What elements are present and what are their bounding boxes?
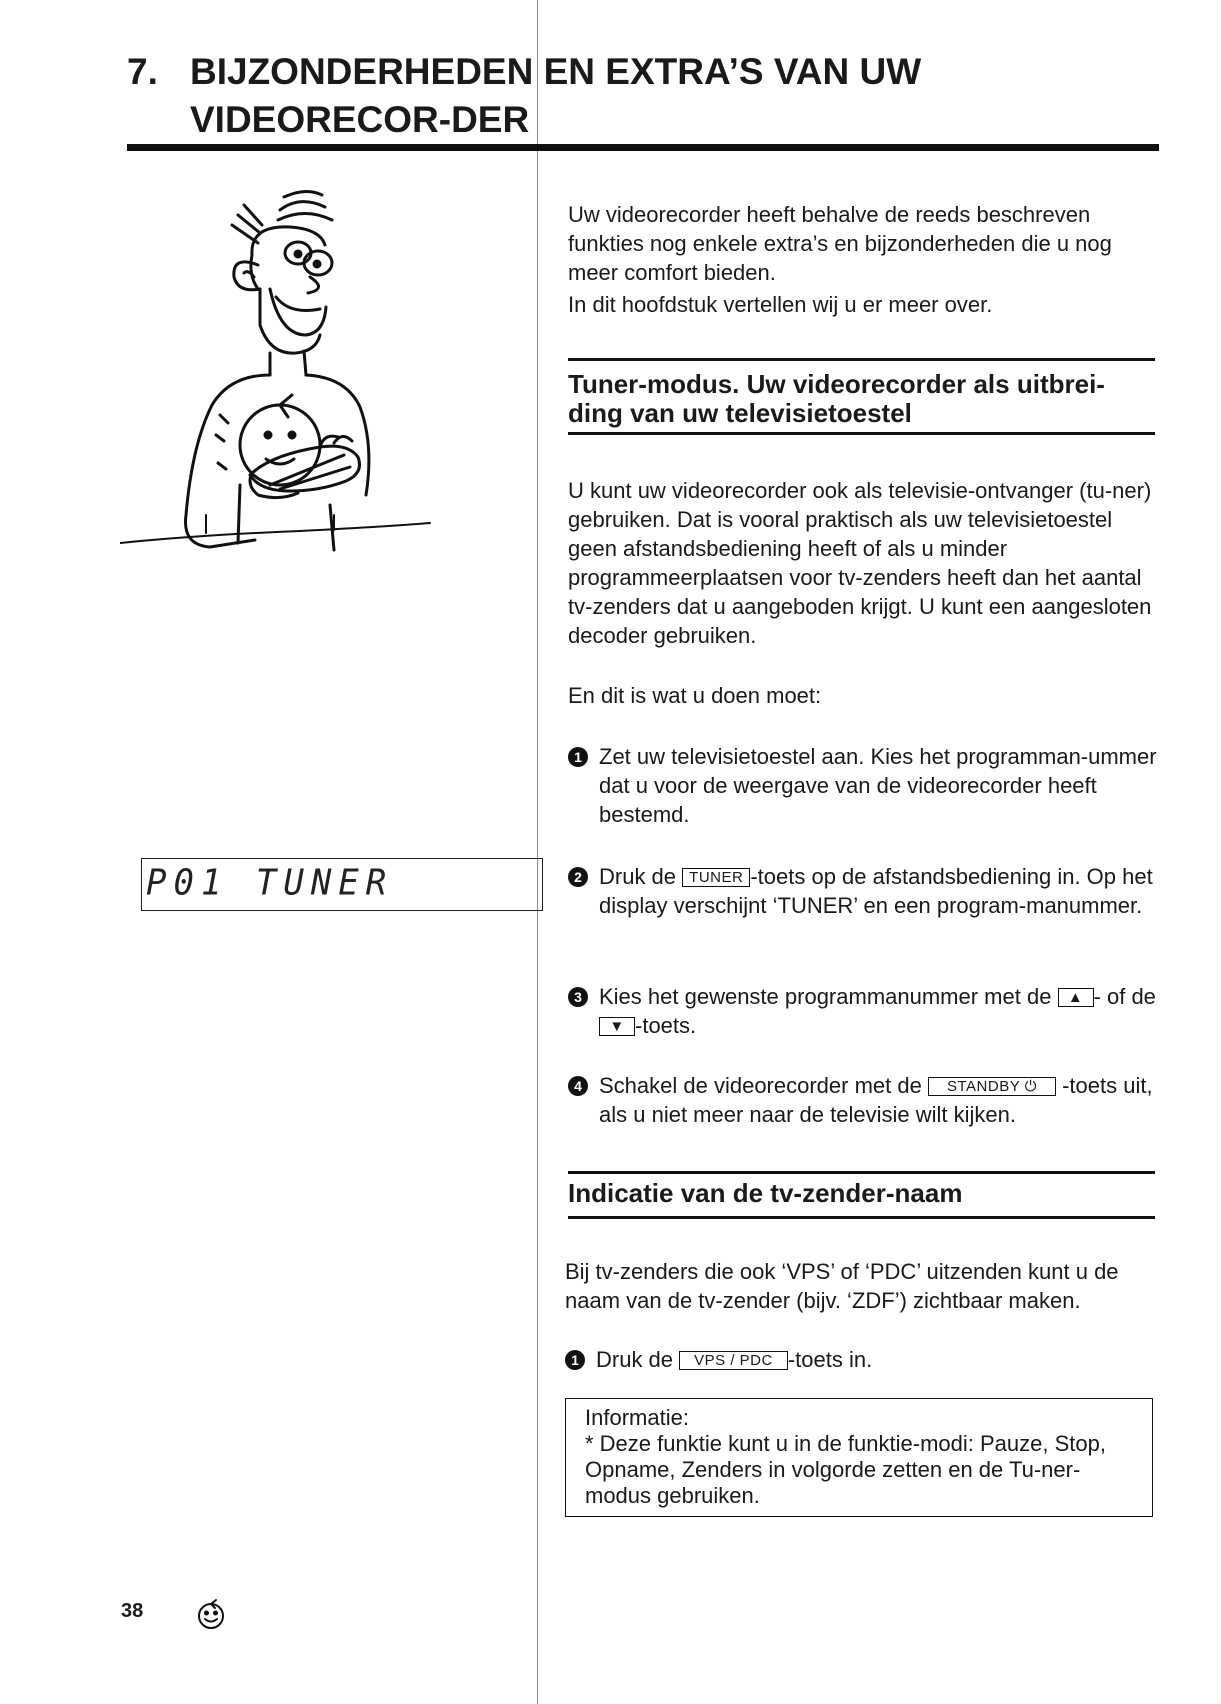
step-text-pre: Druk de bbox=[599, 864, 683, 889]
lcd-display-text: P01 TUNER bbox=[146, 862, 394, 904]
program-down-key[interactable]: ▼ bbox=[599, 1017, 635, 1036]
vps-pdc-key[interactable]: VPS / PDC bbox=[679, 1351, 788, 1370]
step-text-post: -toets in. bbox=[787, 1347, 873, 1372]
title-rule bbox=[127, 144, 1159, 151]
step-text-pre: Kies het gewenste programmanummer met de bbox=[599, 984, 1058, 1009]
tuner-body: U kunt uw videorecorder ook als televisie-ontvanger (tu-ner) gebruiken. Dat is vooral praktisch als uw televisietoestel geen afstandsbediening heeft of als u minder programmeerplaatsen voor tv-zenders heeft dan het aantal tv-zenders dat u aangeboden krijgt. U kunt een aangesloten decoder gebruiken. bbox=[568, 478, 1152, 648]
intro-paragraph-2: In dit hoofdstuk vertellen wij u er meer over. bbox=[568, 292, 993, 317]
vps-heading: Indicatie van de tv-zender-naam bbox=[568, 1178, 963, 1208]
step-number-badge: 1 bbox=[565, 1350, 585, 1370]
tuner-key[interactable]: TUNER bbox=[682, 868, 750, 887]
section-rule-top bbox=[568, 1171, 1155, 1174]
tuner-lead: En dit is wat u doen moet: bbox=[568, 683, 822, 708]
tuner-step-4 bbox=[568, 1071, 1158, 1129]
section-rule-bottom bbox=[568, 432, 1155, 435]
step-number-badge: 3 bbox=[568, 987, 588, 1007]
section-rule-bottom bbox=[568, 1216, 1155, 1219]
step-number-badge: 1 bbox=[568, 747, 588, 767]
chapter-number: 7. bbox=[127, 51, 158, 92]
column-divider bbox=[537, 0, 538, 1704]
page-number: 38 bbox=[121, 1600, 144, 1622]
step-text-mid: - of de bbox=[1093, 984, 1156, 1009]
tuner-step-2 bbox=[568, 862, 1158, 920]
section-rule-top bbox=[568, 358, 1155, 361]
tuner-step-3 bbox=[568, 982, 1158, 1040]
cartoon-man-illustration bbox=[120, 185, 470, 595]
vps-step-1 bbox=[565, 1345, 1155, 1374]
info-title: Informatie: bbox=[585, 1405, 689, 1430]
step-text-pre: Druk de bbox=[596, 1347, 680, 1372]
info-text: * Deze funktie kunt u in de funktie-modi: Pauze, Stop, Opname, Zenders in volgorde zetten en de Tu-ner-modus gebruiken. bbox=[585, 1431, 1106, 1508]
lcd-display bbox=[141, 858, 543, 911]
step-text-post: -toets op de afstandsbediening in. Op het display verschijnt ‘TUNER’ en een program-manummer. bbox=[599, 864, 1153, 918]
program-up-key[interactable]: ▲ bbox=[1058, 988, 1094, 1007]
intro-paragraph: Uw videorecorder heeft behalve de reeds beschreven funkties nog enkele extra’s en bijzonderheden die u nog meer comfort bieden. bbox=[568, 202, 1112, 285]
step-number-badge: 2 bbox=[568, 867, 588, 887]
smiley-icon bbox=[194, 1598, 228, 1632]
step-text: Zet uw televisietoestel aan. Kies het programman-ummer dat u voor de weergave van de videorecorder heeft bestemd. bbox=[599, 744, 1157, 827]
step-text-pre: Schakel de videorecorder met de bbox=[599, 1073, 928, 1098]
step-number-badge: 4 bbox=[568, 1076, 588, 1096]
tuner-step-1 bbox=[568, 742, 1158, 829]
chapter-title-text: BIJZONDERHEDEN EN EXTRA’S VAN UW VIDEORECOR-DER bbox=[190, 51, 922, 140]
info-box bbox=[565, 1398, 1153, 1517]
vps-body: Bij tv-zenders die ook ‘VPS’ of ‘PDC’ uitzenden kunt u de naam van de tv-zender (bijv. ‘ZDF’) zichtbaar maken. bbox=[565, 1259, 1119, 1313]
tuner-heading: Tuner-modus. Uw videorecorder als uitbrei-ding van uw televisietoestel bbox=[568, 369, 1105, 428]
standby-key[interactable]: STANDBY ⏻ bbox=[928, 1077, 1056, 1096]
step-text-post: -toets uit, als u niet meer naar de televisie wilt kijken. bbox=[599, 1073, 1153, 1127]
step-text-post: -toets. bbox=[635, 1013, 697, 1038]
